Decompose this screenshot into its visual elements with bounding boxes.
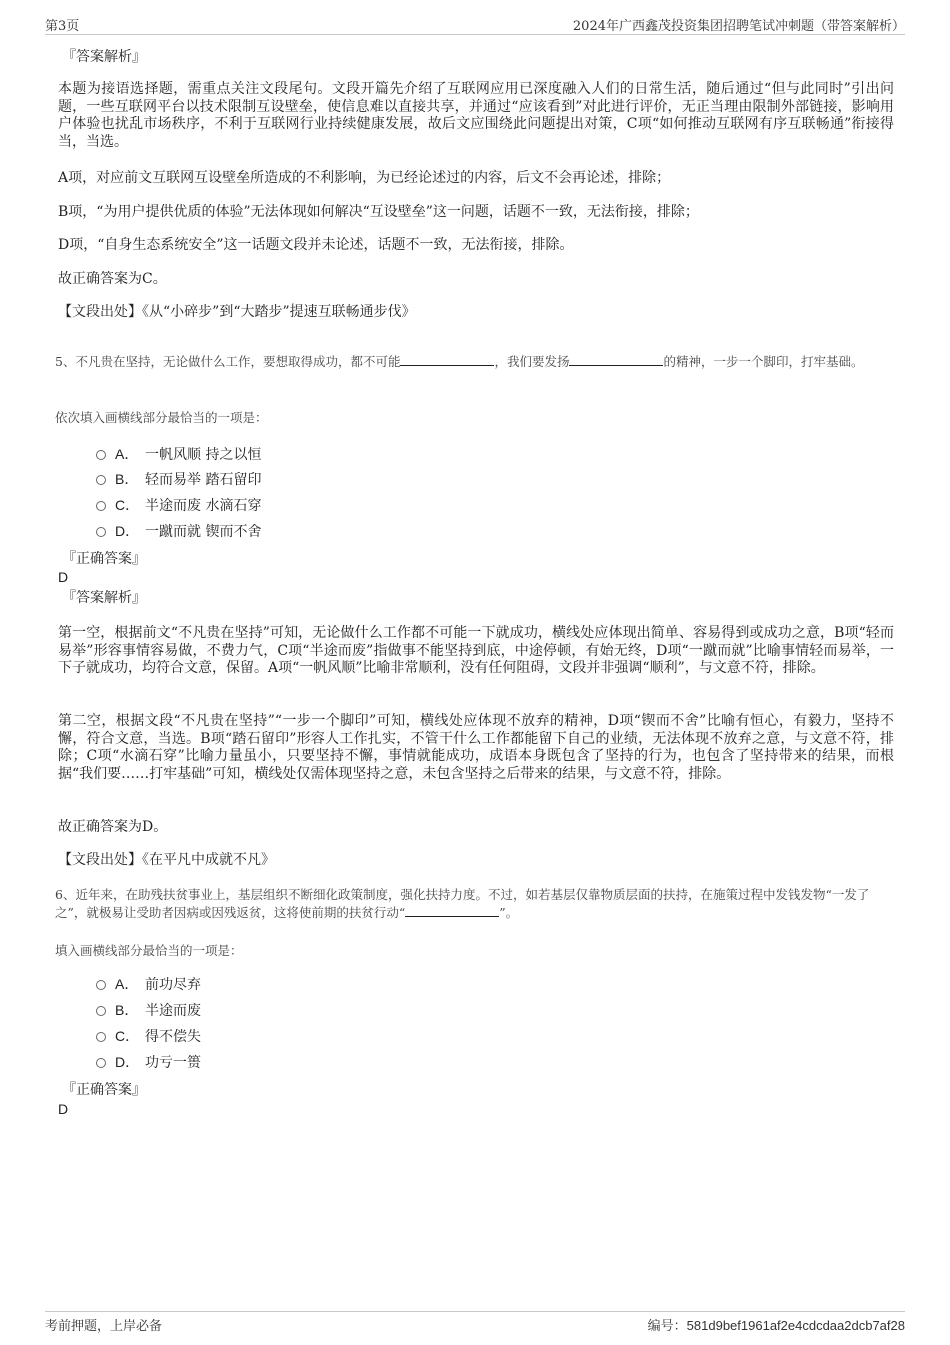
q5-answer: D: [58, 569, 69, 585]
radio-icon[interactable]: [96, 501, 106, 511]
q5-stem-part1: 5、不凡贵在坚持，无论做什么工作，要想取得成功，都不可能: [55, 354, 401, 369]
option-letter: A．: [115, 446, 139, 462]
q5-option-c[interactable]: [96, 497, 261, 515]
radio-icon[interactable]: [96, 980, 106, 990]
option-letter: B．: [115, 1002, 139, 1018]
document-code-label: 编号：: [647, 1319, 687, 1334]
q4-analysis-p4: D项，“自身生态系统安全”这一话题文段并未论述，话题不一致，无法衔接，排除。: [58, 237, 574, 253]
radio-icon[interactable]: [96, 1006, 106, 1016]
option-letter: B．: [115, 471, 139, 487]
footer-motto: 考前押题，上岸必备: [45, 1319, 163, 1334]
q5-answer-label: 『正确答案』: [62, 551, 146, 567]
q5-conclusion: 故正确答案为D。: [58, 819, 168, 835]
page-number: 第3页: [45, 19, 80, 34]
document-title: 2024年广西鑫茂投资集团招聘笔试冲刺题（带答案解析）: [572, 19, 905, 34]
q5-option-d[interactable]: [96, 523, 261, 541]
option-letter: D．: [115, 523, 140, 539]
q5-source: 【文段出处】《在平凡中成就不凡》: [58, 852, 275, 868]
radio-icon[interactable]: [96, 475, 106, 485]
q6-instruction: 填入画横线部分最恰当的一项是：: [55, 943, 243, 958]
radio-icon[interactable]: [96, 527, 106, 537]
q4-analysis-p2: A项，对应前文互联网互设壁垒所造成的不利影响，为已经论述过的内容，后文不会再论述，排除；: [58, 170, 671, 186]
q6-stem-part1: 6、近年来，在助残扶贫事业上，基层组织不断细化政策制度，强化扶持力度。不过，如若基层仅靠物质层面的扶持，在施策过程中发钱发物“一发了之”，就极易让受助者因病或因残返贫，这将使前期的扶贫行动“: [55, 887, 870, 920]
q5-instruction: 依次填入画横线部分最恰当的一项是：: [55, 410, 268, 425]
q5-analysis-p2: 第二空，根据文段“不凡贵在坚持”“一步一个脚印”可知，横线处应体现不放弃的精神，D项“锲而不舍”比喻有恒心，有毅力，坚持不懈，符合文意，当选。B项“踏石留印”形容人工作扎实，不管干什么工作都能留下自己的业绩，无法体现不放弃之意，与文意不符，排除；C项“水滴石穿”比喻力量虽小，只要坚持不懈，事情就能成功，成语本身既包含了坚持的行为，也包含了坚持带来的结果，而根据“我们要……打牢基础”可知，横线处仅需体现坚持之意，未包含坚持之后带来的结果，与文意不符，排除。: [58, 713, 894, 782]
page-header: [45, 14, 905, 35]
q5-blank-1: [400, 353, 494, 366]
q4-source: 【文段出处】《从“小碎步”到“大踏步”提速互联畅通步伐》: [58, 304, 416, 320]
q6-option-b[interactable]: [96, 1002, 201, 1020]
option-text: 一蹴而就 锲而不舍: [145, 524, 262, 540]
q5-analysis-label: 『答案解析』: [62, 590, 146, 606]
q6-stem-part2: ”。: [499, 905, 519, 920]
q4-analysis-p3: B项，“为用户提供优质的体验”无法体现如何解决“互设壁垒”这一问题，话题不一致，无法衔接，排除；: [58, 204, 699, 220]
radio-icon[interactable]: [96, 1032, 106, 1042]
q5-blank-2: [569, 353, 663, 366]
radio-icon[interactable]: [96, 1058, 106, 1068]
q6-option-d[interactable]: [96, 1054, 201, 1072]
q5-option-a[interactable]: [96, 446, 261, 464]
q5-analysis-p1: 第一空，根据前文“不凡贵在坚持”可知，无论做什么工作都不可能一下就成功，横线处应体现出简单、容易得到或成功之意，B项“轻而易举”形容事情容易做，不费力气，C项“半途而废”指做事不能坚持到底，中途停顿，有始无终，D项“一蹴而就”比喻事情轻而易举，一下子就成功，均符合文意，保留。A项“一帆风顺”比喻非常顺利，没有任何阻碍，文段并非强调“顺利”，与文意不符，排除。: [58, 625, 894, 676]
option-letter: C．: [115, 1028, 140, 1044]
q4-analysis-p1: 本题为接语选择题，需重点关注文段尾句。文段开篇先介绍了互联网应用已深度融入人们的日常生活，随后通过“但与此同时”引出问题，一些互联网平台以技术限制互设壁垒，使信息难以直接共享，并通过“应该看到”对此进行评价，无正当理由限制外部链接，影响用户体验也扰乱市场秩序，不利于互联网行业持续健康发展，故后文应围绕此问题提出对策，C项“如何推动互联网有序互联畅通”衔接得当，当选。: [58, 81, 894, 150]
q4-conclusion: 故正确答案为C。: [58, 271, 167, 287]
q6-answer-label: 『正确答案』: [62, 1082, 146, 1098]
q5-stem-part3: 的精神，一步一个脚印，打牢基础。: [663, 354, 864, 369]
q4-analysis-label: 『答案解析』: [62, 49, 146, 65]
option-text: 前功尽弃: [145, 977, 201, 993]
document-code-value: 581d9bef1961af2e4cdcdaa2dcb7af28: [686, 1318, 905, 1333]
page-footer: [45, 1311, 905, 1332]
q5-option-b[interactable]: [96, 471, 261, 489]
q6-answer: D: [58, 1101, 69, 1117]
q6-blank: [405, 904, 499, 917]
q6-stem: [55, 886, 897, 922]
document-code: [648, 1315, 905, 1334]
q5-stem-part2: ，我们要发扬: [494, 354, 570, 369]
q5-stem: [55, 353, 897, 371]
option-text: 半途而废: [145, 1003, 201, 1019]
radio-icon[interactable]: [96, 450, 106, 460]
option-letter: D．: [115, 1054, 140, 1070]
option-text: 得不偿失: [145, 1029, 201, 1045]
option-letter: A．: [115, 976, 139, 992]
option-text: 半途而废 水滴石穿: [145, 498, 262, 514]
option-letter: C．: [115, 497, 140, 513]
option-text: 轻而易举 踏石留印: [145, 472, 262, 488]
option-text: 功亏一篑: [145, 1055, 201, 1071]
option-text: 一帆风顺 持之以恒: [145, 447, 262, 463]
q6-option-a[interactable]: [96, 976, 201, 994]
q6-option-c[interactable]: [96, 1028, 201, 1046]
